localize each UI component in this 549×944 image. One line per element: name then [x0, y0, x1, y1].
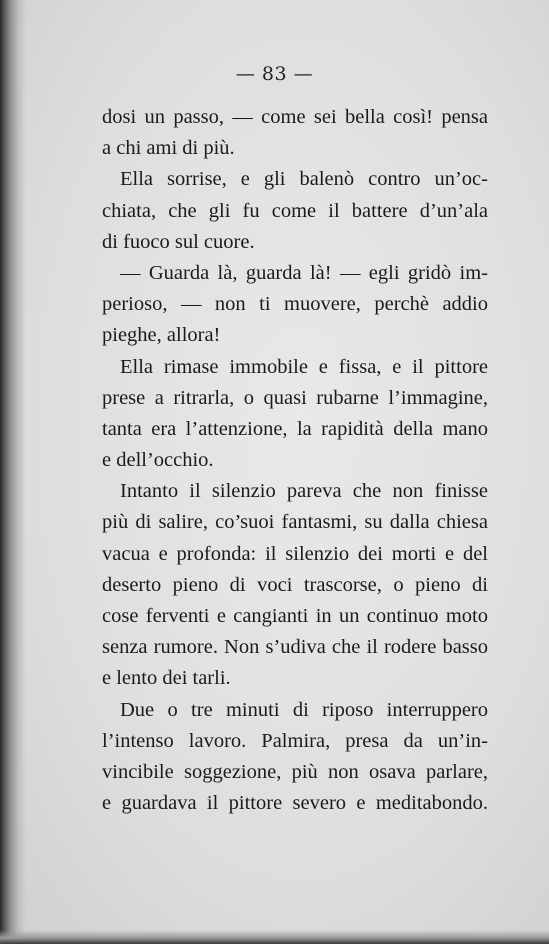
text-line: prese a ritrarla, o quasi rubarne l’immagine,: [102, 386, 488, 409]
text-line: — Guarda là, guarda là! — egli gridò im-: [120, 261, 488, 284]
body-text: [102, 102, 488, 819]
text-line: pieghe, allora!: [102, 324, 221, 347]
text-line: vacua e profonda: il silenzio dei morti e del: [102, 542, 488, 565]
page-number: — 83 —: [235, 63, 314, 85]
text-line: chiata, che gli fu come il battere d’un’ala: [102, 199, 488, 222]
text-line: e dell’occhio.: [102, 449, 214, 472]
text-line: di fuoco sul cuore.: [102, 230, 255, 253]
text-line: cose ferventi e cangianti in un continuo moto: [102, 605, 488, 627]
text-line: Ella sorrise, e gli balenò contro un’oc-: [120, 168, 488, 191]
text-line: e guardava il pittore severo e meditabondo.: [102, 792, 488, 815]
text-line: dosi un passo, — come sei bella così! pensa: [102, 106, 488, 128]
text-line: Intanto il silenzio pareva che non finisse: [120, 480, 488, 503]
text-line: l’intenso lavoro. Palmira, presa da un’in-: [102, 729, 488, 752]
text-line: più di salire, co’suoi fantasmi, su dalla chiesa: [102, 511, 488, 534]
page-binding-edge: [0, 0, 26, 944]
text-line: Ella rimase immobile e fissa, e il pittore: [120, 355, 488, 378]
text-line: Due o tre minuti di riposo interruppero: [120, 698, 488, 721]
text-line: a chi ami di più.: [102, 137, 235, 160]
text-line: deserto pieno di voci trascorse, o pieno di: [102, 573, 488, 596]
text-line: perioso, — non ti muovere, perchè addio: [102, 293, 488, 316]
text-line: vincibile soggezione, più non osava parlare,: [102, 760, 488, 783]
text-line: e lento dei tarli.: [102, 667, 231, 690]
page-bottom-edge: [0, 930, 549, 944]
text-line: tanta era l’attenzione, la rapidità della mano: [102, 417, 488, 440]
text-line: senza rumore. Non s’udiva che il rodere basso: [102, 636, 488, 659]
